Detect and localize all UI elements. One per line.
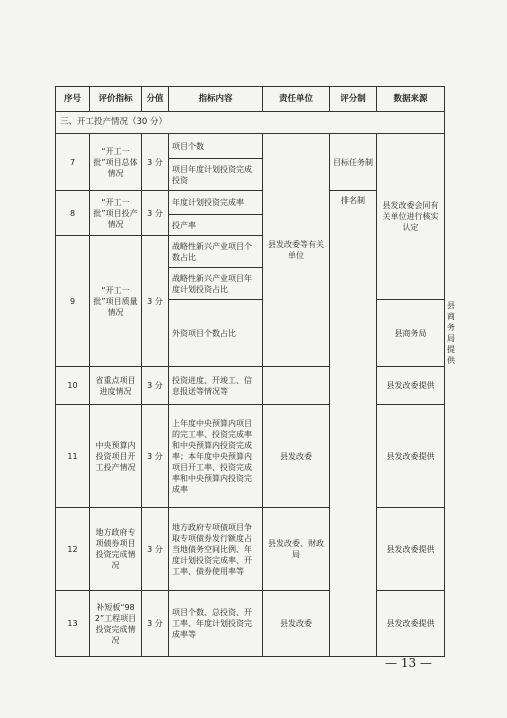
row-content: 项目年度计划投资完成投资: [169, 159, 263, 191]
row-source: 县发改委会同有关单位进行核实认定: [377, 134, 445, 300]
row-seq: 11: [56, 405, 90, 508]
row-indicator: “开工一批”项目投产情况: [90, 191, 142, 236]
row-seq: 12: [56, 508, 90, 591]
row-content: 年度计划投资完成率: [169, 191, 263, 215]
row-indicator: 补短板“982”工程项目投资完成情况: [90, 591, 142, 657]
row-indicator: 中央预算内投资项目开工投产情况: [90, 405, 142, 508]
row-source: 县发改委提供: [377, 405, 445, 508]
table-row: [56, 405, 445, 508]
row-indicator: 地方政府专项债券项目投资完成情况: [90, 508, 142, 591]
section-title: 三、开工投产情况（30 分）: [56, 112, 445, 134]
row-seq: 8: [56, 191, 90, 236]
row-content: 项目个数、总投资、开工率、年度计划投资完成率等: [169, 591, 263, 657]
section-row: [56, 112, 445, 134]
row-method: 排名制: [330, 191, 377, 657]
evaluation-table: [55, 86, 455, 657]
row-content: 地方政府专项债项目争取专项债券发行额度占当地债务空间比例、年度计划投资完成率、开工率、债券使用率等: [169, 508, 263, 591]
header-score: 分值: [142, 87, 169, 112]
row-content: 投产率: [169, 215, 263, 236]
header-indicator: 评价指标: [90, 87, 142, 112]
row-seq: 13: [56, 591, 90, 657]
row-score: 3 分: [142, 405, 169, 508]
header-content: 指标内容: [169, 87, 263, 112]
table-row: [56, 367, 445, 405]
row-indicator: 省重点项目进度情况: [90, 367, 142, 405]
row-unit: 县发改委: [263, 405, 330, 508]
row-content: 战略性新兴产业项目年度计划投资占比: [169, 268, 263, 300]
row-method: 目标任务制: [330, 134, 377, 191]
row-seq: 10: [56, 367, 90, 405]
row-score: 3 分: [142, 134, 169, 191]
row-score: 3 分: [142, 191, 169, 236]
page-number: — 13 —: [385, 656, 432, 670]
row-score: 3 分: [142, 591, 169, 657]
row-score: 3 分: [142, 508, 169, 591]
row-content: 上年度中央预算内项目的完工率、投资完成率和中央预算内投资完成率；本年度中央预算内项目开工率、投资完成率和中央预算内投资完成率: [169, 405, 263, 508]
row-content: 战略性新兴产业项目个数占比: [169, 236, 263, 268]
header-seq: 序号: [56, 87, 90, 112]
header-source: 数据来源: [377, 87, 445, 112]
row-content: 外资项目个数占比: [169, 300, 263, 367]
header-unit: 责任单位: [263, 87, 330, 112]
header-row: [56, 87, 445, 112]
row-source: 县发改委提供: [377, 367, 445, 405]
row-unit: 县发改委: [263, 591, 330, 657]
row-unit: [263, 367, 330, 405]
row-unit: 县发改委等有关单位: [263, 134, 330, 367]
table-row: [56, 591, 445, 657]
row-content: 投资进度、开竣工、信息报送等情况等: [169, 367, 263, 405]
row-indicator: “开工一批”项目总体情况: [90, 134, 142, 191]
row-score: 3 分: [142, 236, 169, 367]
row-seq: 7: [56, 134, 90, 191]
row-unit: 县商务局: [377, 300, 445, 367]
table-row: [56, 508, 445, 591]
table-row: 外资项目个数占比 县商务局 县商务局提供: [56, 300, 445, 367]
row-unit: 县发改委、财政局: [263, 508, 330, 591]
row-source: 县发改委提供: [377, 591, 445, 657]
row-score: 3 分: [142, 367, 169, 405]
header-method: 评分制: [330, 87, 377, 112]
table-row: [56, 134, 445, 159]
row-source: 县发改委提供: [377, 508, 445, 591]
row-indicator: “开工一批”项目质量情况: [90, 236, 142, 367]
row-content: 项目个数: [169, 134, 263, 159]
row-seq: 9: [56, 236, 90, 367]
